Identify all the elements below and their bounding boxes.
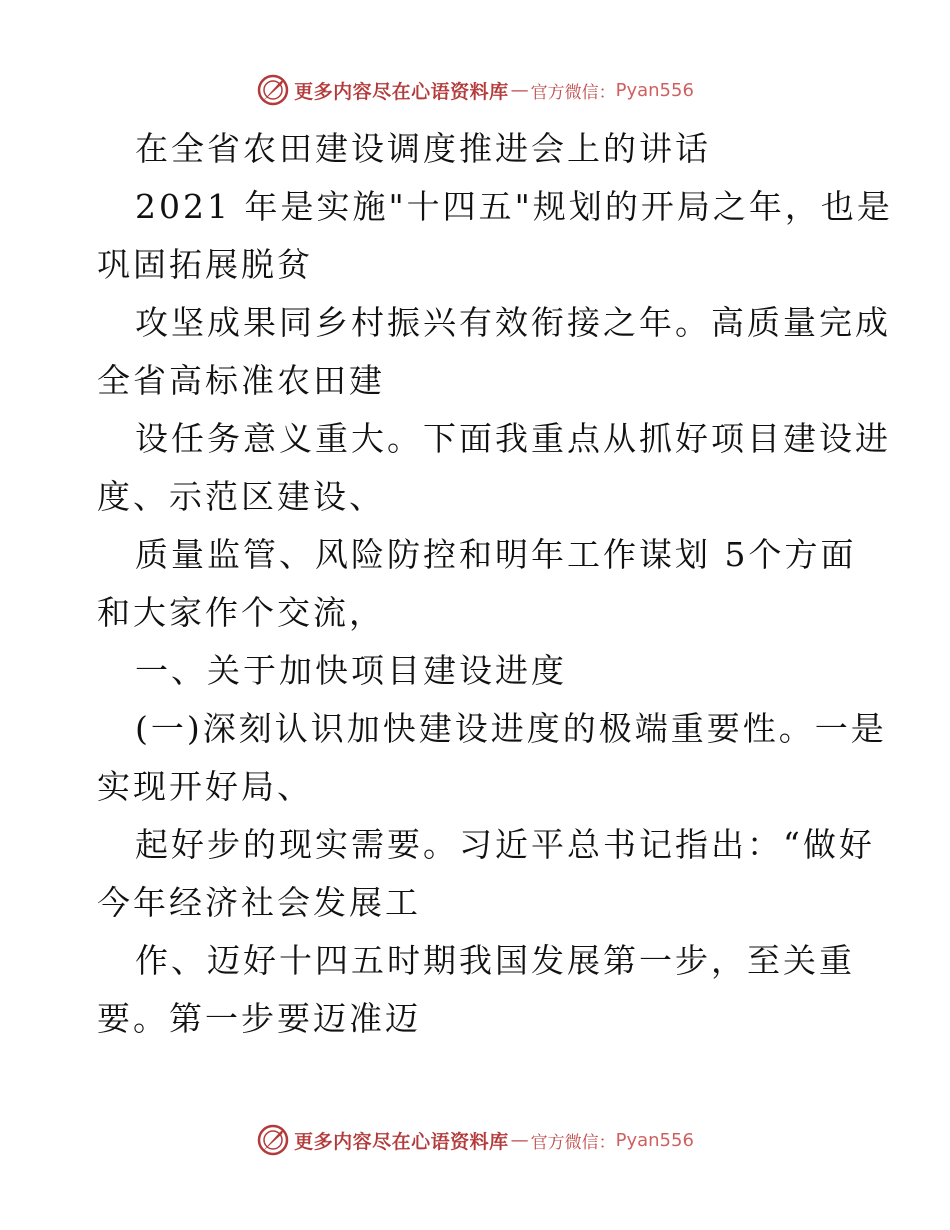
paragraph-line: 作、迈好十四五时期我国发展第一步，至关重 [135,941,855,980]
document-body [97,120,893,1048]
watermark-text: 更多内容尽在心语资料库 [294,80,509,103]
watermark-wechat-id: Pyan556 [615,1129,694,1151]
paragraph-line: 起好步的现实需要。习近平总书记指出：“做好 [135,825,875,864]
watermark-wechat-label: 官方微信： [530,1132,616,1153]
quill-logo-icon [256,73,290,107]
paragraph-line: 和大家作个交流， [97,593,385,632]
quill-logo-icon [256,1123,290,1157]
watermark-separator: — [510,1129,529,1151]
paragraph-line: 实现开好局、 [97,767,313,806]
document-title: 在全省农田建设调度推进会上的讲话 [135,129,711,168]
paragraph-line: 巩固拓展脱贫 [97,245,313,284]
paragraph-line: 今年经济社会发展工 [97,883,421,922]
watermark-header [0,70,950,110]
paragraph-line: 设任务意义重大。下面我重点从抓好项目建设进 [135,419,891,458]
section-heading: 一、关于加快项目建设进度 [135,651,567,690]
paragraph-line: 攻坚成果同乡村振兴有效衔接之年。高质量完成 [135,303,891,342]
watermark-footer [0,1120,950,1160]
paragraph-line: (一)深刻认识加快建设进度的极端重要性。一是 [135,709,887,748]
paragraph-line: 2021 年是实施"十四五"规划的开局之年，也是 [135,187,893,226]
watermark-wechat-id: Pyan556 [615,79,694,101]
watermark-wechat-label: 官方微信： [530,82,616,103]
watermark-separator: — [510,79,529,101]
paragraph-line: 度、示范区建设、 [97,477,385,516]
paragraph-line: 要。第一步要迈准迈 [97,999,421,1038]
watermark-text: 更多内容尽在心语资料库 [294,1130,509,1153]
paragraph-line: 质量监管、风险防控和明年工作谋划 5个方面 [135,535,857,574]
paragraph-line: 全省高标准农田建 [97,361,385,400]
